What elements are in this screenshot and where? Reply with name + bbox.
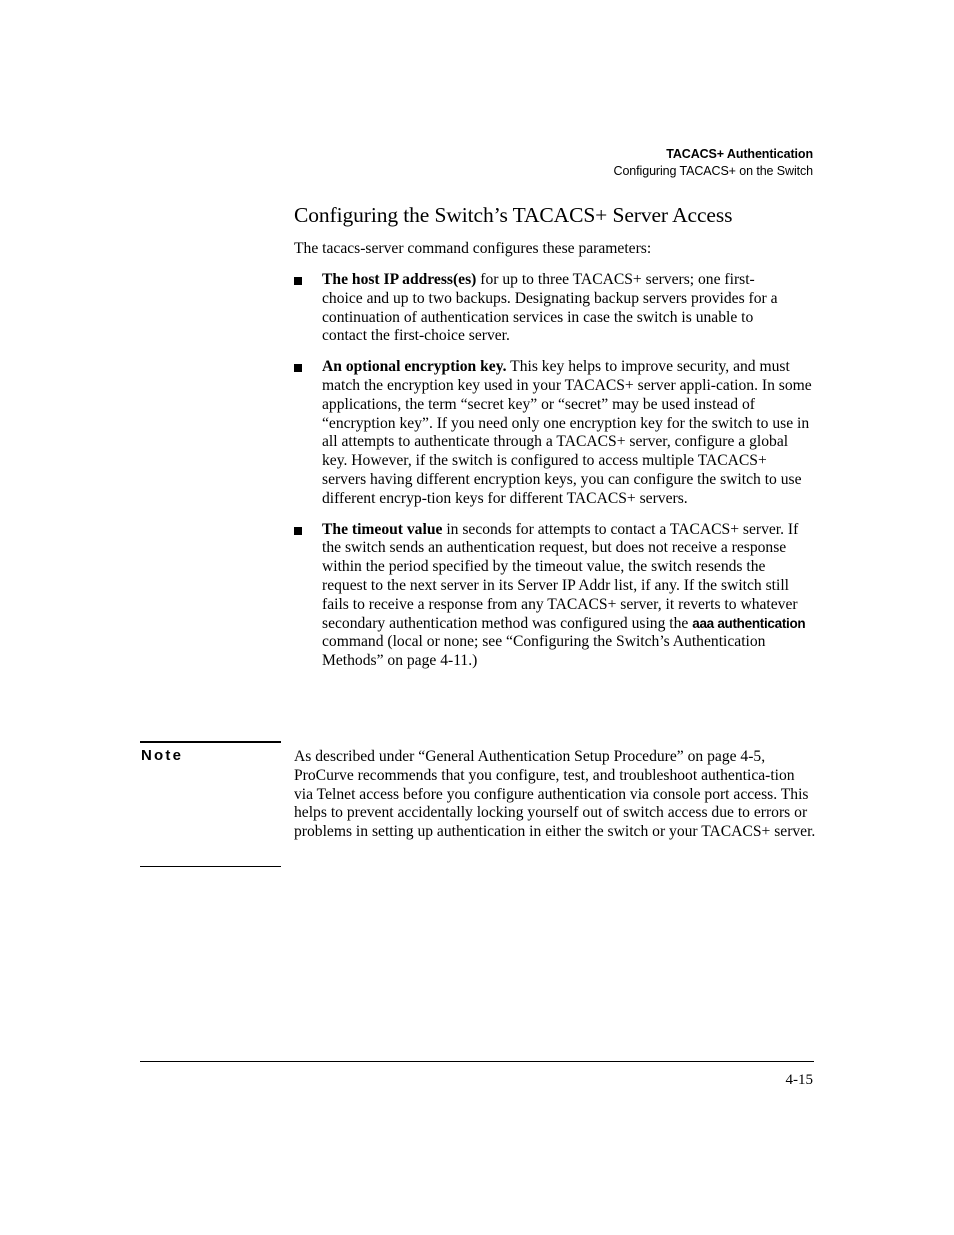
list-item-description: This key helps to improve security, and must match the encryption key used in your TACACS+ server appli-cation. In some applications, the term “secret key” or “secret” may be used instead of “encryption key”. If you need only one encryption key for the switch to use in all attempts to authenticate through a TACACS+ server, configure a global key. However, if the switch is configured to access multiple TACACS+ servers having different encryption keys, you can configure the switch to use different encryp-tion keys for different TACACS+ servers. <box>322 358 812 507</box>
list-item-term: An optional encryption key. <box>322 358 507 376</box>
parameter-list <box>294 271 814 683</box>
page-number: 4-15 <box>785 1072 813 1088</box>
running-header <box>614 146 813 179</box>
square-bullet-icon <box>294 527 302 535</box>
note-text: As described under “General Authentication Setup Procedure” on page 4-5, ProCurve recommends that you configure, test, and troubleshoot authentica-tion via Telnet access before you configure authentication via console port access. This helps to prevent accidentally locking yourself out of switch access due to errors or problems in setting up authentication in either the switch or your TACACS+ server. <box>294 748 816 841</box>
intro-paragraph: The tacacs-server command configures these parameters: <box>294 240 652 257</box>
list-item-term: The timeout value <box>322 520 443 538</box>
list-item-description-continued: command (local or none; see “Configuring the Switch’s Authentication Methods” on page 4-11.) <box>322 633 766 670</box>
square-bullet-icon <box>294 277 302 285</box>
note-bottom-rule <box>140 866 281 867</box>
list-item-term: The host IP address(es) <box>322 271 477 288</box>
section-heading: Configuring the Switch’s TACACS+ Server Access <box>294 203 733 227</box>
chapter-title: TACACS+ Authentication <box>666 147 813 161</box>
list-item <box>294 271 787 346</box>
list-item-description: in seconds for attempts to contact a TACACS+ server. If the switch sends an authentication request, but does not receive a response within the period specified by the timeout value, the switch resends the request to the next server in its Server IP Addr list, if any. If the switch still fails to receive a response from any TACACS+ server, it reverts to whatever secondary authentication method was configured using the <box>322 520 799 632</box>
footer-rule <box>140 1061 814 1062</box>
list-item <box>294 358 814 508</box>
square-bullet-icon <box>294 364 302 372</box>
list-item-description: for up to three TACACS+ servers; one first-choice and up to two backups. Designating backup servers provides for a continuation of authentication services in case the switch is unable to contact the first-choice server. <box>322 271 778 345</box>
note-top-rule <box>140 741 281 743</box>
list-item <box>294 521 814 671</box>
section-subtitle: Configuring TACACS+ on the Switch <box>613 163 813 178</box>
note-label: Note <box>141 747 184 764</box>
command-name: aaa authentication <box>692 615 806 631</box>
